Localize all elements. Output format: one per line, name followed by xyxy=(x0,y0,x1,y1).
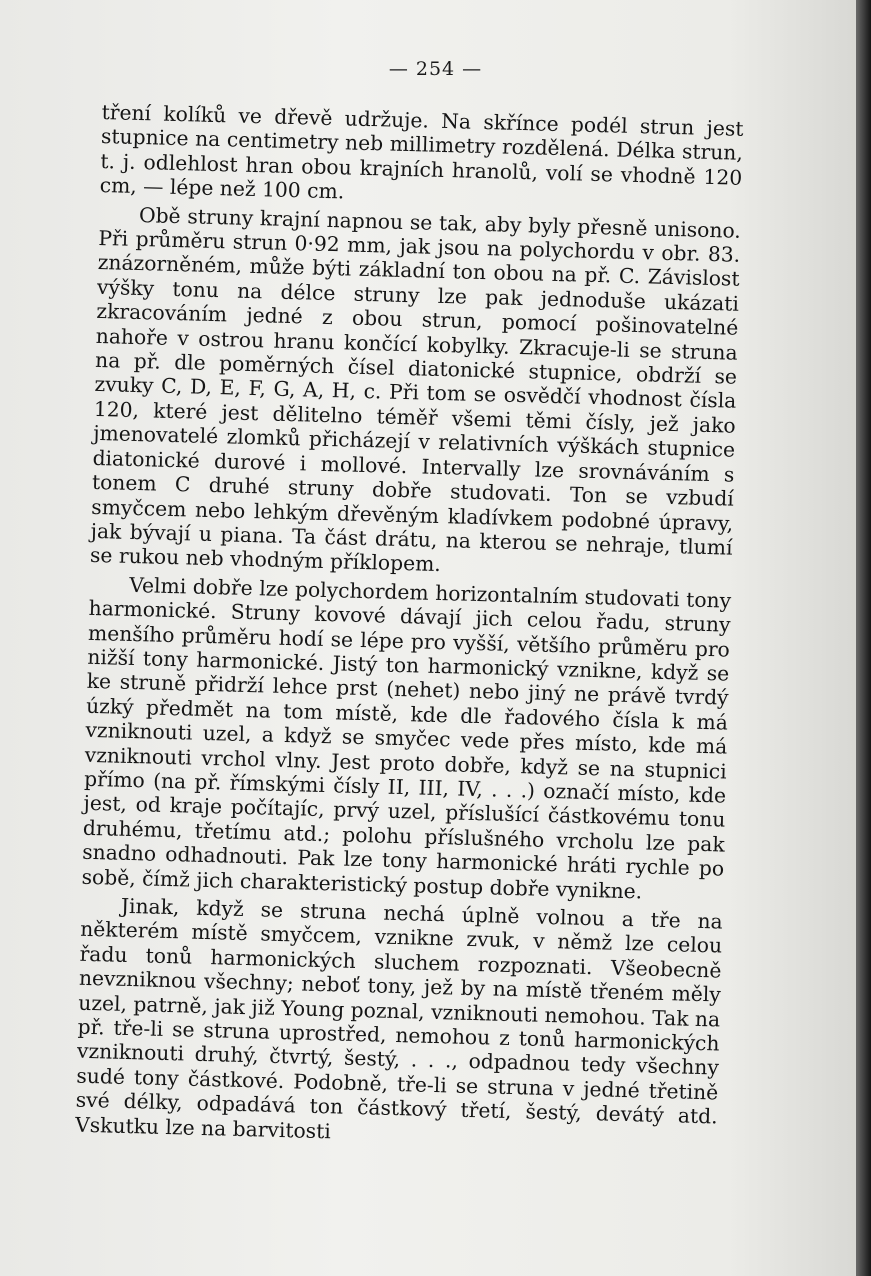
paragraph-4: Jinak, když se struna nechá úplně volnou a tře na některém místě smyčcem, vznikne zvuk, v němž lze celou řadu tonů harmonických sluchem rozpoznati. Všeobecně nevzniknou všechny; neboť tony, jež by na místě třeném měly uzel, patrně, jak již Young poznal, vzniknouti nemohou. Tak na př. tře-li se struna uprostřed, nemohou z tonů harmonických vzniknouti druhý, čtvrtý, šestý, . . ., odpadnou tedy všechny sudé tony částkové. Podobně, tře-li se struna v jedné třetině své délky, odpadává ton částkový třetí, šestý, devátý atd. Vskutku lze na barvitosti xyxy=(74,893,724,1143)
body-text xyxy=(75,100,744,1154)
page-number: — 254 — xyxy=(388,58,483,80)
paragraph-3: Velmi dobře lze polychordem horizontalním studovati tony harmonické. Struny kovové dávají jich celou řadu, struny menšího průměru hodí se lépe pro vyšší, většího průměru pro nižší tony harmonické. Jistý ton harmonický vznikne, když se ke struně přidrží lehce prst (nehet) nebo jiný ne právě tvrdý úzký předmět na tom místě, kde dle řadového čísla k má vzniknouti uzel, a když se smyčec vede přes místo, kde má vzniknouti vrchol vlny. Jest proto dobře, když se na stupnici přímo (na př. římskými čísly II, III, IV, . . .) označí místo, kde jest, od kraje počítajíc, prvý uzel, příslušící částkovému tonu druhému, třetímu atd.; polohu příslušného vrcholu lze pak snadno odhadnouti. Pak lze tony harmonické hráti rychle po sobě, čímž jich charakteristický postup dobře vynikne. xyxy=(81,572,732,904)
paragraph-1: tření kolíků ve dřevě udržuje. Na skřínce podél strun jest stupnice na centimetry neb millimetry rozdělená. Délka strun, t. j. odlehlost hran obou krajních hranolů, volí se vhodně 120 cm, — lépe než 100 cm. xyxy=(99,100,744,204)
page-edge-shadow xyxy=(856,0,871,1276)
paragraph-2: Obě struny krajní napnou se tak, aby byly přesně unisono. Při průměru strun 0·92 mm, jak jsou na polychordu v obr. 83. znázorněném, může býti základní ton obou na př. C. Závislost výšky tonu na délce struny lze pak jednoduše ukázati zkracováním jedné z obou strun, pomocí pošinovatelné nahoře v ostrou hranu končící kobylky. Zkracuje-li se struna na př. dle poměrných čísel diatonické stupnice, obdrží se zvuky C, D, E, F, G, A, H, c. Při tom se osvědčí vhodnost čísla 120, které jest dělitelno téměř všemi těmi čísly, jež jako jmenovatelé zlomků přicházejí v relativních výškách stupnice diatonické durové i mollové. Intervally lze srovnáváním s tonem C druhé struny dobře studovati. Ton se vzbudí smyčcem nebo lehkým dřevěným kladívkem podobné úpravy, jak bývají u piana. Ta část drátu, na kterou se nehraje, tlumí se rukou neb vhodným příklopem. xyxy=(89,202,742,577)
